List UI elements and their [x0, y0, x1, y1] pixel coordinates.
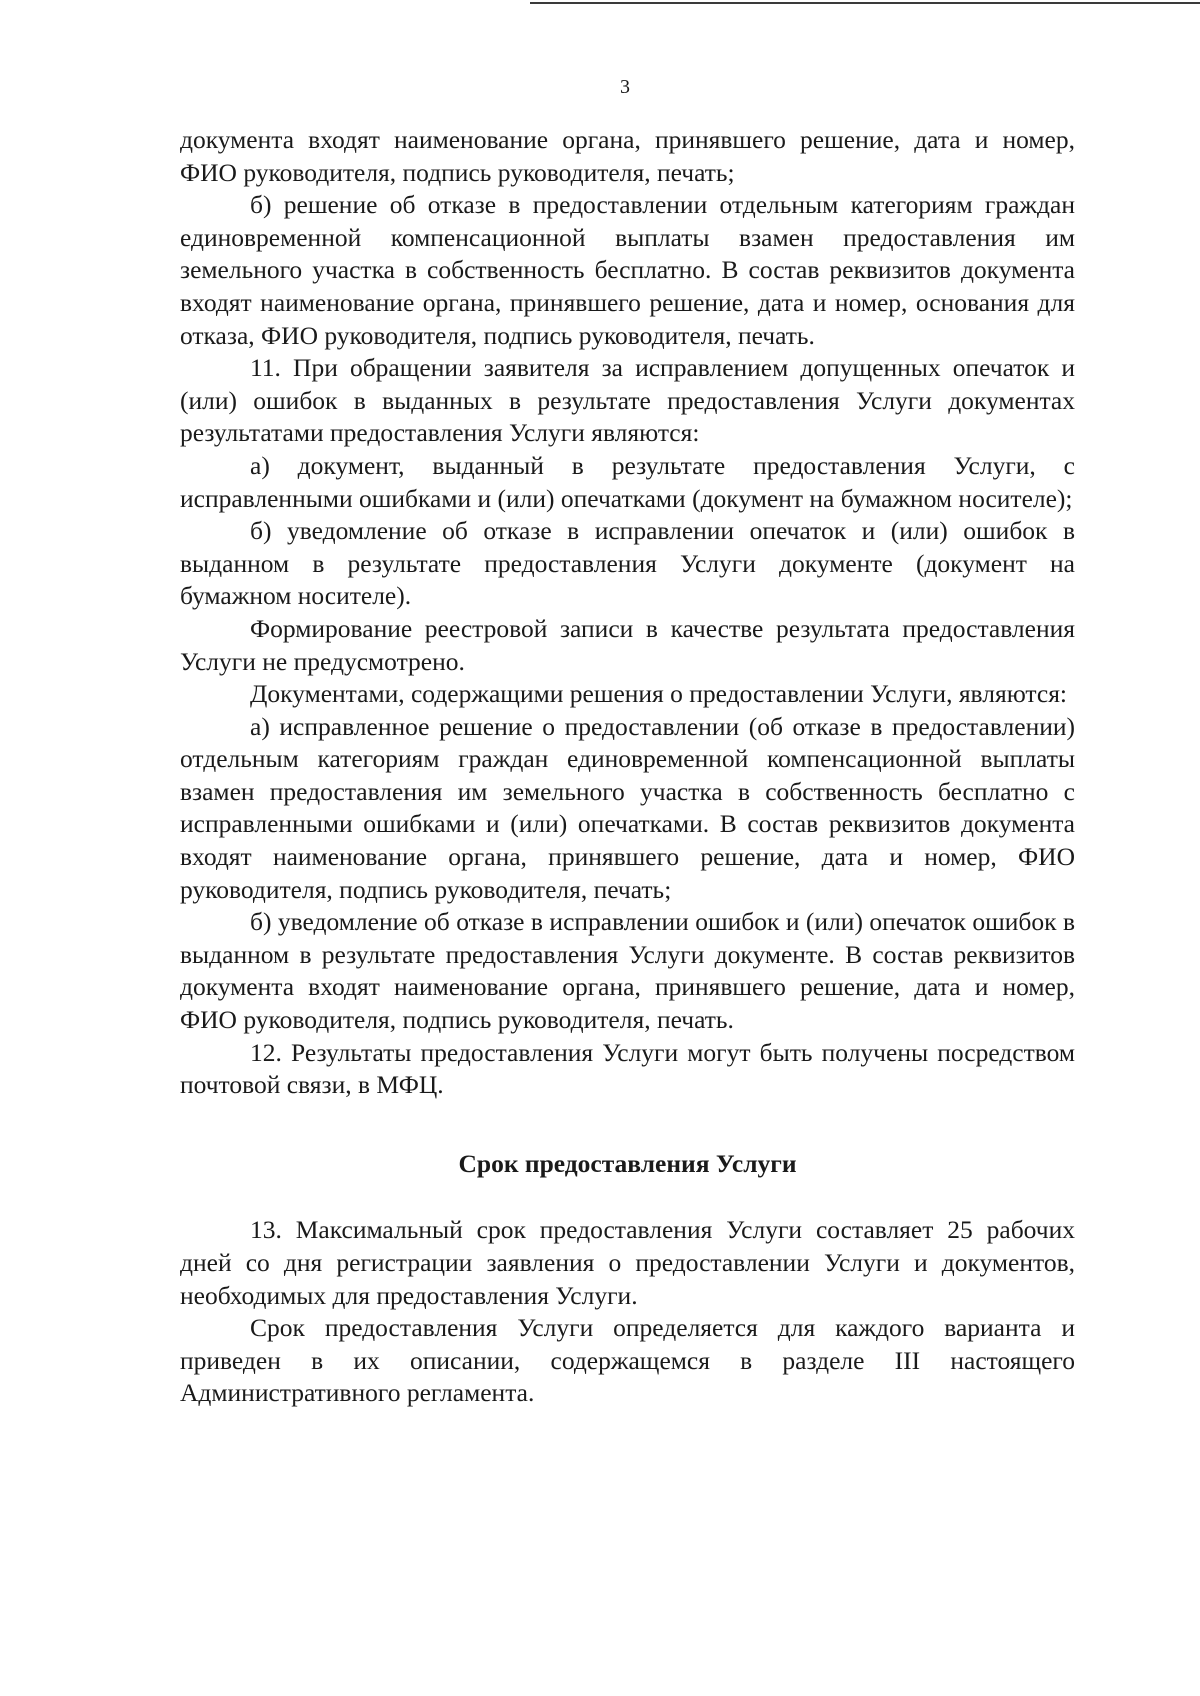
paragraph-item-11: 11. При обращении заявителя за исправлением допущенных опечаток и (или) ошибок в выданных в результате предоставления Услуги документах результатами предоставления Услуги являются:: [180, 353, 1075, 448]
paragraph-refusal-notice: б) уведомление об отказе в исправлении опечаток и (или) ошибок в выданном в результате предоставления Услуги документе (документ на бумажном носителе).: [180, 516, 1075, 611]
section-heading: Срок предоставления Услуги: [458, 1148, 797, 1178]
page-number: 3: [620, 76, 630, 98]
paragraph-decision-documents: Документами, содержащими решения о предоставлении Услуги, являются:: [250, 679, 1068, 709]
paragraph-registry-record: Формирование реестровой записи в качестве результата предоставления Услуги не предусмотрено.: [180, 613, 1075, 676]
paragraph-decision-refusal: б) решение об отказе в предоставлении отдельным категориям граждан единовременной компенсационной выплаты взамен предоставления им земельного участка в собственность бесплатно. В состав реквизитов документа входят наименование органа, принявшего решение, дата и номер, основания для отказа, ФИО руководителя, подпись руководителя, печать.: [180, 190, 1075, 350]
paragraph-continuation: документа входят наименование органа, принявшего решение, дата и номер, ФИО руководителя, подпись руководителя, печать;: [180, 125, 1075, 187]
paragraph-error-refusal-notice: б) уведомление об отказе в исправлении ошибок и (или) опечаток ошибок в выданном в результате предоставления Услуги документе. В состав реквизитов документа входят наименование органа, принявшего решение, дата и номер, ФИО руководителя, подпись руководителя, печать.: [180, 907, 1075, 1035]
top-edge-rule: [530, 2, 1200, 4]
paragraph-term-per-variant: Срок предоставления Услуги определяется для каждого варианта и приведен в их описании, содержащемся в разделе III настоящего Административного регламента.: [180, 1313, 1075, 1408]
document-body: [180, 124, 1075, 1410]
paragraph-item-12: 12. Результаты предоставления Услуги могут быть получены посредством почтовой связи, в МФЦ.: [180, 1037, 1075, 1100]
paragraph-corrected-decision: а) исправленное решение о предоставлении (об отказе в предоставлении) отдельным категориям граждан единовременной компенсационной выплаты взамен предоставления им земельного участка в собственность бесплатно с исправленными ошибками и (или) опечатками. В состав реквизитов документа входят наименование органа, принявшего решение, дата и номер, ФИО руководителя, подпись руководителя, печать;: [180, 711, 1075, 904]
paragraph-corrected-document: а) документ, выданный в результате предоставления Услуги, с исправленными ошибками и (или) опечатками (документ на бумажном носителе);: [180, 450, 1075, 513]
paragraph-item-13: 13. Максимальный срок предоставления Услуги составляет 25 рабочих дней со дня регистрации заявления о предоставлении Услуги и документов, необходимых для предоставления Услуги.: [180, 1215, 1075, 1310]
